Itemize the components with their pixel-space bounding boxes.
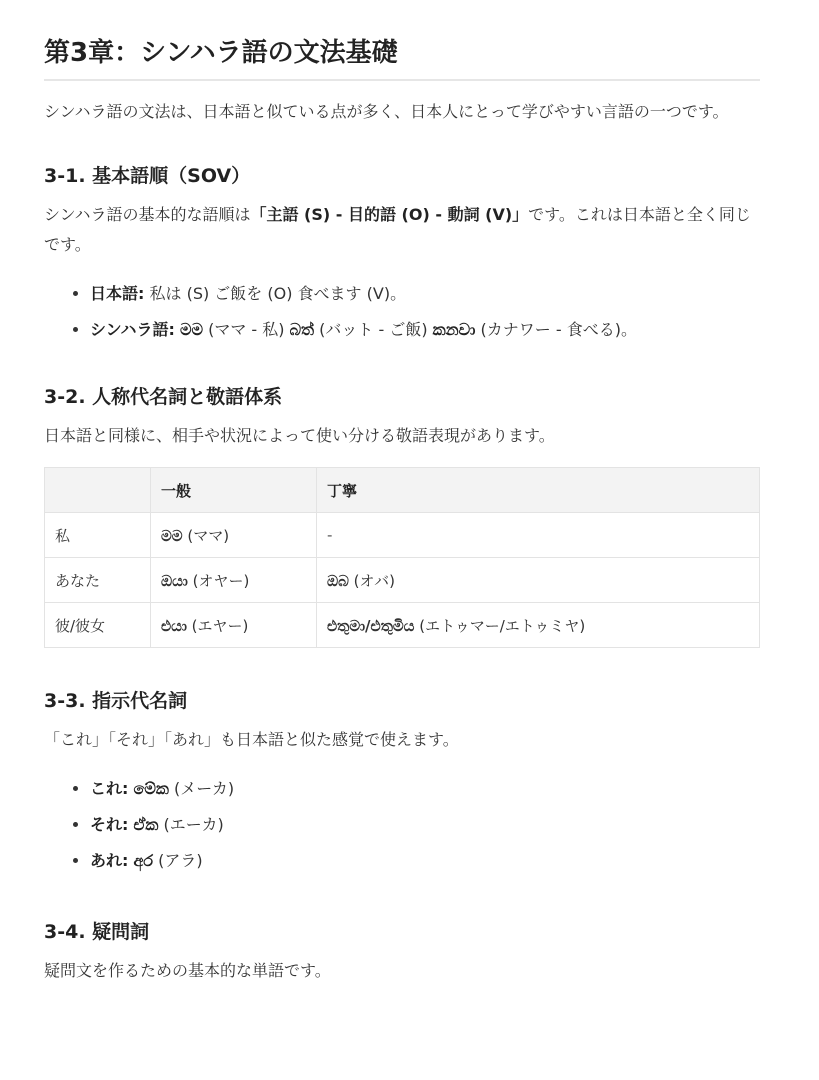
sinhala-word: එයා bbox=[161, 616, 187, 635]
list-label: 日本語: bbox=[90, 284, 145, 303]
list-item bbox=[90, 771, 760, 807]
section-heading-demonstratives: 3-3. 指示代名詞 bbox=[44, 690, 188, 712]
demonstratives-paragraph: 「これ」「それ」「あれ」も日本語と似た感覚で使えます。 bbox=[44, 730, 459, 749]
kana-reading: (オバ) bbox=[348, 571, 396, 590]
list-item bbox=[90, 843, 760, 879]
section-heading-interrogatives: 3-4. 疑問詞 bbox=[44, 921, 150, 943]
sinhala-word: මේක bbox=[133, 779, 169, 798]
section-heading-word-order: 3-1. 基本語順（SOV） bbox=[44, 165, 251, 187]
sinhala-word: මම bbox=[179, 320, 203, 339]
table-header: 丁寧 bbox=[317, 468, 760, 513]
list-text: (カナワー - 食べる)。 bbox=[475, 320, 637, 339]
table-row bbox=[45, 558, 760, 603]
kana-reading: - bbox=[327, 526, 333, 544]
kana-reading: (エーカ) bbox=[158, 815, 224, 834]
row-label: 私 bbox=[45, 513, 151, 558]
kana-reading: (エトゥマー/エトゥミヤ) bbox=[414, 616, 586, 635]
sinhala-word: එතුමා/එතුමිය bbox=[327, 616, 415, 635]
list-label: あれ: bbox=[90, 851, 129, 870]
word-order-paragraph bbox=[44, 200, 760, 260]
sinhala-word: මම bbox=[161, 526, 183, 545]
interrogatives-paragraph: 疑問文を作るための基本的な単語です。 bbox=[44, 961, 331, 980]
kana-reading: (アラ) bbox=[153, 851, 203, 870]
pronoun-table bbox=[44, 467, 760, 648]
list-item bbox=[90, 312, 760, 348]
table-row bbox=[45, 513, 760, 558]
demonstratives-list bbox=[44, 771, 760, 879]
table-cell bbox=[317, 513, 760, 558]
table-cell bbox=[317, 558, 760, 603]
list-label: それ: bbox=[90, 815, 129, 834]
kana-reading: (メーカ) bbox=[168, 779, 235, 798]
kana-reading: (オヤー) bbox=[187, 571, 250, 590]
table-header bbox=[45, 468, 151, 513]
section-heading-pronouns: 3-2. 人称代名詞と敬語体系 bbox=[44, 386, 283, 408]
list-item bbox=[90, 807, 760, 843]
bold-text: 「主語 (S) - 目的語 (O) - 動詞 (V)」 bbox=[250, 205, 529, 224]
kana-reading: (エヤー) bbox=[186, 616, 249, 635]
list-text: (ママ - 私) bbox=[203, 320, 290, 339]
table-cell bbox=[151, 558, 317, 603]
text-span: シンハラ語の基本的な語順は bbox=[44, 205, 251, 224]
word-order-list bbox=[44, 276, 760, 348]
text-span: です。これは日本語と全く同じです。 bbox=[44, 205, 751, 254]
table-cell bbox=[151, 513, 317, 558]
sinhala-word: බත් bbox=[289, 320, 315, 339]
row-label: あなた bbox=[45, 558, 151, 603]
sinhala-word: අර bbox=[133, 851, 154, 870]
chapter-title: 第3章：シンハラ語の文法基礎 bbox=[44, 28, 760, 81]
kana-reading: (ママ) bbox=[182, 526, 230, 545]
list-label: シンハラ語: bbox=[90, 320, 175, 339]
list-text: (バット - ご飯) bbox=[314, 320, 433, 339]
table-header: 一般 bbox=[151, 468, 317, 513]
list-text: 私は (S) ご飯を (O) 食べます (V)。 bbox=[144, 284, 407, 303]
table-cell bbox=[317, 603, 760, 648]
intro-paragraph: シンハラ語の文法は、日本語と似ている点が多く、日本人にとって学びやすい言語の一つです。 bbox=[44, 102, 729, 121]
table-header-row bbox=[45, 468, 760, 513]
sinhala-word: ඒක bbox=[133, 815, 159, 834]
sinhala-word: කනවා bbox=[432, 320, 476, 339]
table-cell bbox=[151, 603, 317, 648]
sinhala-word: ඔයා bbox=[161, 571, 188, 590]
list-label: これ: bbox=[90, 779, 129, 798]
row-label: 彼/彼女 bbox=[45, 603, 151, 648]
list-item bbox=[90, 276, 760, 312]
sinhala-word: ඔබ bbox=[327, 571, 349, 590]
pronouns-paragraph: 日本語と同様に、相手や状況によって使い分ける敬語表現があります。 bbox=[44, 426, 555, 445]
table-row bbox=[45, 603, 760, 648]
